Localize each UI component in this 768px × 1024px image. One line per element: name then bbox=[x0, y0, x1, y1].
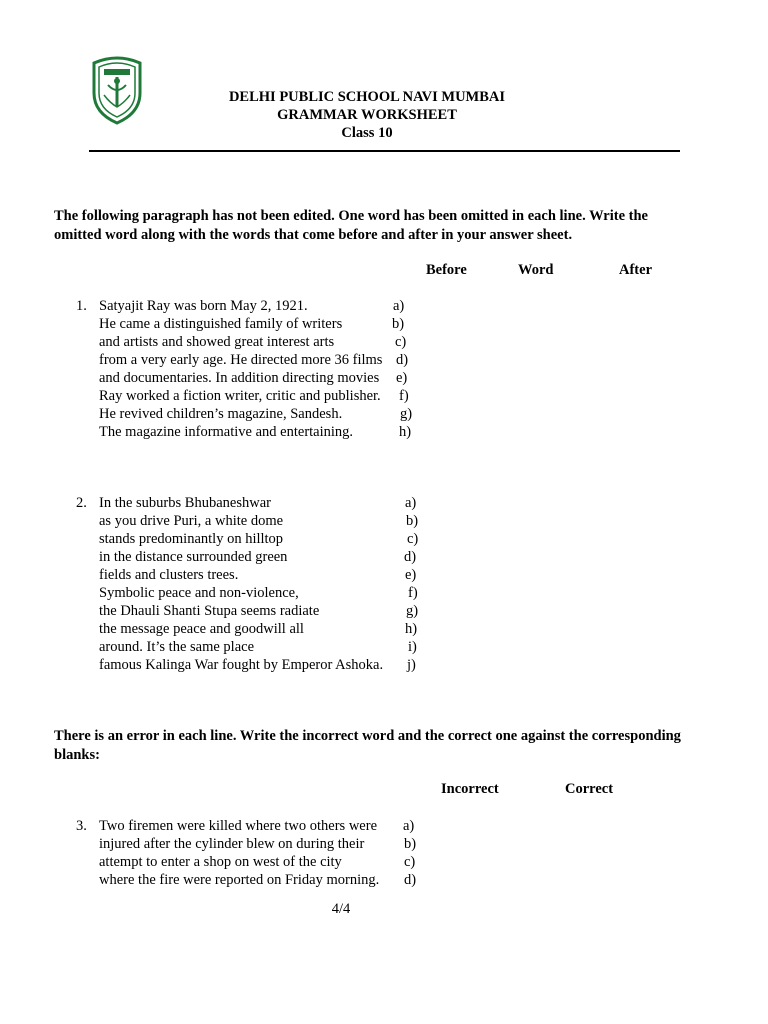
q1-label: f) bbox=[399, 388, 409, 404]
q1-line: Ray worked a fiction writer, critic and publisher. bbox=[99, 388, 381, 404]
q3-label: c) bbox=[404, 854, 416, 870]
q2-label: i) bbox=[408, 639, 417, 655]
q3-line: where the fire were reported on Friday morning. bbox=[99, 872, 380, 888]
q2-label: b) bbox=[406, 513, 419, 529]
question-number: 2. bbox=[76, 495, 87, 511]
section1-instruction: The following paragraph has not been edited. One word has been omitted in each line. Write the omitted word along with the words that come before and after in your answer sheet. bbox=[54, 208, 648, 243]
q1-label: e) bbox=[396, 370, 408, 386]
q2-label: e) bbox=[405, 567, 417, 583]
column-correct: Correct bbox=[565, 781, 614, 797]
q2-line: fields and clusters trees. bbox=[99, 567, 239, 583]
q1-line: He revived children’s magazine, Sandesh. bbox=[99, 406, 343, 422]
q1-line: Satyajit Ray was born May 2, 1921. bbox=[99, 298, 308, 314]
q2-line: the message peace and goodwill all bbox=[99, 621, 304, 637]
column-before: Before bbox=[426, 262, 467, 278]
q1-line: He came a distinguished family of writers bbox=[99, 316, 343, 332]
q1-label: h) bbox=[399, 424, 412, 440]
class-label: Class 10 bbox=[341, 125, 393, 141]
q2-line: as you drive Puri, a white dome bbox=[99, 513, 284, 529]
q2-line: in the distance surrounded green bbox=[99, 549, 288, 565]
q1-label: a) bbox=[393, 298, 405, 314]
school-name: DELHI PUBLIC SCHOOL NAVI MUMBAI bbox=[228, 89, 506, 105]
column-word: Word bbox=[518, 262, 554, 278]
q1-line: The magazine informative and entertaining. bbox=[99, 424, 354, 440]
q3-label: a) bbox=[403, 818, 415, 834]
q2-label: h) bbox=[405, 621, 418, 637]
q3-line: Two firemen were killed where two others were bbox=[99, 818, 377, 834]
q2-line: around. It’s the same place bbox=[99, 639, 255, 655]
q2-label: f) bbox=[408, 585, 418, 601]
q2-line: the Dhauli Shanti Stupa seems radiate bbox=[99, 603, 320, 619]
q2-label: d) bbox=[404, 549, 417, 565]
q3-line: attempt to enter a shop on west of the city bbox=[99, 854, 342, 870]
q2-label: c) bbox=[407, 531, 419, 547]
q1-line: from a very early age. He directed more 36 films bbox=[99, 352, 383, 368]
q2-label: g) bbox=[406, 603, 419, 619]
q2-line: stands predominantly on hilltop bbox=[99, 531, 284, 547]
q1-line: and documentaries. In addition directing movies bbox=[99, 370, 380, 386]
q2-line: Symbolic peace and non-violence, bbox=[99, 585, 299, 601]
q3-label: b) bbox=[404, 836, 417, 852]
page-number: 4/4 bbox=[331, 901, 351, 917]
q1-line: and artists and showed great interest arts bbox=[99, 334, 335, 350]
q1-label: c) bbox=[395, 334, 407, 350]
q1-label: b) bbox=[392, 316, 405, 332]
q2-label: j) bbox=[407, 657, 416, 673]
q1-label: g) bbox=[400, 406, 413, 422]
section2-instruction: There is an error in each line. Write the incorrect word and the correct one against the corresponding blanks: bbox=[54, 728, 681, 763]
question-number: 1. bbox=[76, 298, 87, 314]
q1-label: d) bbox=[396, 352, 409, 368]
question-number: 3. bbox=[76, 818, 87, 834]
worksheet-title: GRAMMAR WORKSHEET bbox=[277, 107, 457, 123]
q3-label: d) bbox=[404, 872, 417, 888]
q2-label: a) bbox=[405, 495, 417, 511]
column-after: After bbox=[619, 262, 653, 278]
header-divider bbox=[89, 150, 680, 152]
q2-line: famous Kalinga War fought by Emperor Ashoka. bbox=[99, 657, 384, 673]
q3-line: injured after the cylinder blew on during their bbox=[99, 836, 365, 852]
q2-line: In the suburbs Bhubaneshwar bbox=[99, 495, 271, 511]
column-incorrect: Incorrect bbox=[441, 781, 499, 797]
